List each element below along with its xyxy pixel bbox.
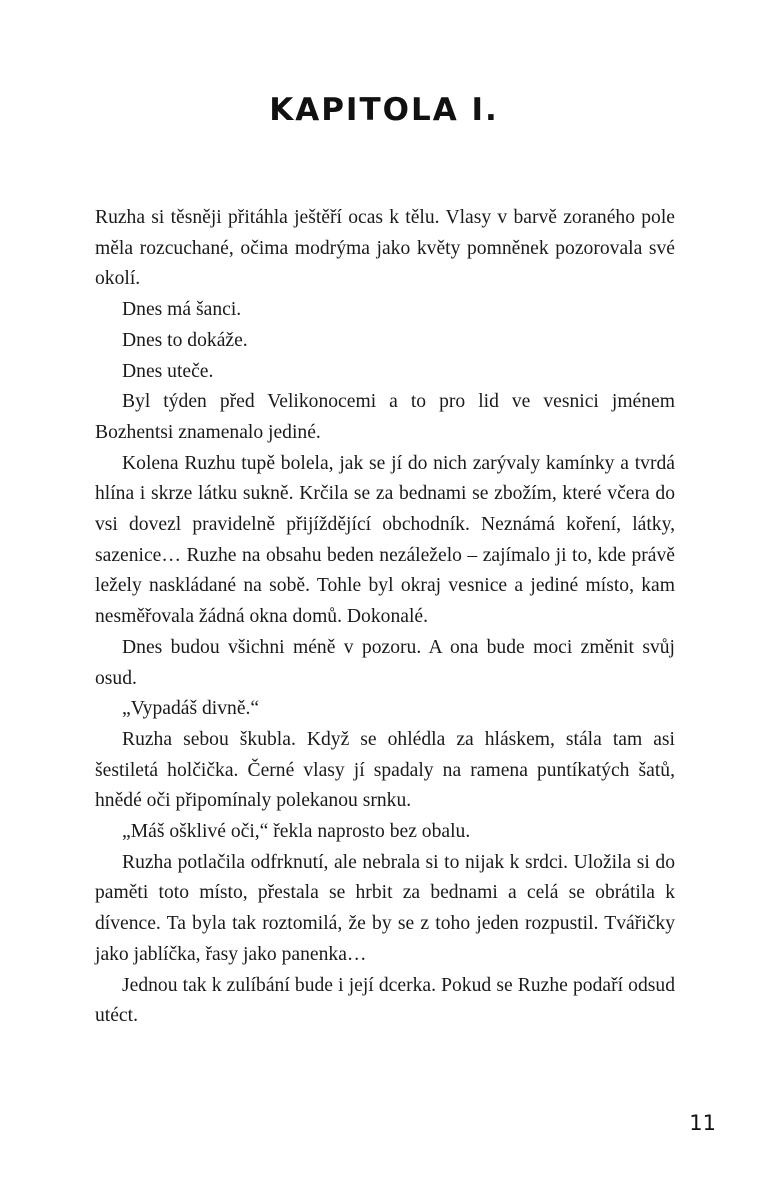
paragraph: Ruzha potlačila odfrknutí, ale nebrala si to nijak k srdci. Uložila si do paměti toto místo, přestala se hrbit za bednami a celá se obrátila k dívence. Ta byla tak roztomilá, že by se z toho jeden rozpustil. Tvářičky jako jablíčka, řasy jako panenka… <box>95 851 675 965</box>
paragraph: Ruzha si těsněji přitáhla ještěří ocas k tělu. Vlasy v barvě zoraného pole měla rozcuchané, očima modrýma jako květy pomněnek pozorovala své okolí. <box>95 207 675 290</box>
paragraph: „Vypadáš divně.“ <box>122 698 260 720</box>
paragraph: Dnes uteče. <box>122 360 214 382</box>
paragraph: Byl týden před Velikonocemi a to pro lid ve vesnici jménem Bozhentsi znamenalo jediné. <box>95 391 675 443</box>
paragraph: Dnes budou všichni méně v pozoru. A ona bude moci změnit svůj osud. <box>95 636 675 689</box>
chapter-body <box>95 203 675 1032</box>
paragraph: „Máš ošklivé oči,“ řekla naprosto bez obalu. <box>122 821 471 843</box>
chapter-title: KAPITOLA I. <box>269 92 499 128</box>
paragraph: Dnes má šanci. <box>122 299 242 321</box>
paragraph: Jednou tak k zulíbání bude i její dcerka. Pokud se Ruzhe podaří odsud utéct. <box>95 974 675 1027</box>
paragraph: Kolena Ruzhu tupě bolela, jak se jí do nich zarývaly kamínky a tvrdá hlína i skrze látku sukně. Krčila se za bednami se zbožím, které včera do vsi dovezl pravidelně přijíždějící obchodník. Neznámá koření, látky, sazenice… Ruzhe na obsahu beden nezáleželo – zajímalo ji to, kde právě ležely naskládané na sobě. Tohle byl okraj vesnice a jediné místo, kam nesměřovala žádná okna domů. Dokonalé. <box>95 452 675 628</box>
paragraph: Ruzha sebou škubla. Když se ohlédla za hláskem, stála tam asi šestiletá holčička. Černé vlasy jí spadaly na ramena puntíkatých šatů, hnědé oči připomínaly polekanou srnku. <box>95 728 675 812</box>
page-number: 11 <box>689 1111 716 1135</box>
paragraph: Dnes to dokáže. <box>122 329 248 351</box>
